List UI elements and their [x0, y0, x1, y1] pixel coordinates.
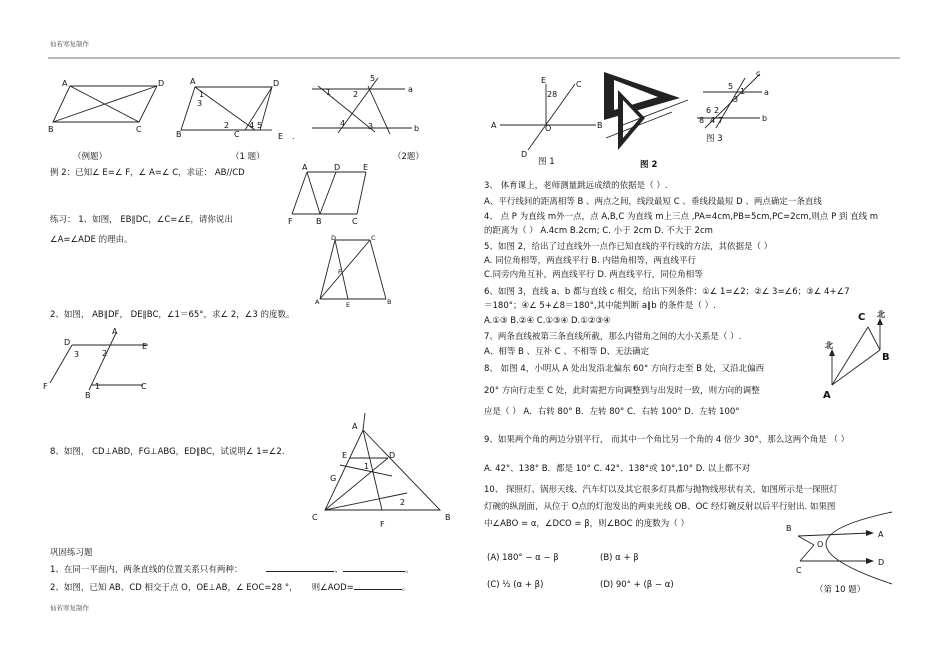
tri-num-1: 1 [364, 462, 370, 471]
consolidation-title: 巩固练习题 [50, 548, 93, 558]
fig3-num-5: 5 [728, 82, 734, 91]
question-9: 9、如果两个角的两边分别平行， 而其中一个角比另一个角的 4 倍少 30°，那么这两个角是 （ ） [484, 435, 850, 445]
fig3-num-2: 2 [714, 106, 720, 115]
q2-num-5: 5 [370, 74, 376, 83]
ex2-label-c: C [352, 217, 358, 226]
question-5: 5、如图 2，给出了过直线外一点作已知直线的平行线的方法，其依据是（ ） [484, 242, 773, 252]
q1-label-d: D [273, 79, 280, 88]
fig4-north-2: 北 [877, 310, 885, 319]
trap-label-b: B [387, 298, 392, 306]
fig3-num-7: 7 [718, 116, 724, 125]
par-num-1: 1 [95, 382, 101, 391]
q1-num-3: 3 [197, 99, 203, 108]
fig1-label-a: A [491, 121, 497, 130]
q2-label-a: a [408, 85, 413, 94]
question-7-options: A、相等 B 、互补 C 、不相等 D、无法确定 [484, 347, 650, 357]
option-c: (C) ½ (α + β) [487, 580, 544, 590]
caption-example: （例题） [73, 152, 108, 162]
question-6-options: A.①③ B.②④ C.①③④ D.①②③④ [484, 316, 611, 326]
question-9-options: A. 42°、138° B．都是 10° C. 42°、138°或 10°,10° D. 以上都不对 [484, 464, 751, 474]
fig1-label-c: C [576, 80, 582, 89]
header-watermark: 仙若寒复制作 [50, 40, 89, 48]
trap-label-e: E [346, 301, 351, 309]
question-8-line-2: 20° 方向行走至 C 处，此时需把方向调整到与出发时一致，则方向的调整 [484, 386, 760, 396]
ex2-label-d: D [334, 163, 341, 172]
fig1-label-b: B [597, 121, 603, 130]
trap-label-a: A [315, 298, 320, 306]
par-label-e: E [142, 342, 148, 351]
question-10-line-3: 中∠ABO = α，∠DCO = β，则∠BOC 的度数为（ ） [484, 519, 690, 529]
tri-label-e: E [342, 451, 348, 460]
q2-num-2: 2 [353, 90, 359, 99]
tri-label-c: C [312, 513, 318, 522]
par-label-a: A [112, 327, 118, 336]
question-10-line-2: 灯碗的纵剖面，从位于 O点的灯泡发出的两束光线 OB、OC 经灯碗反射以后平行射出. 如果图 [484, 502, 836, 512]
tri-label-d: D [389, 451, 396, 460]
consolidation-2-text: 2、如图，已知 AB、CD 相交于点 O，OE⊥AB，∠ EOC=28 °， [50, 583, 298, 593]
fig3-num-6: 6 [706, 106, 712, 115]
fig1-label-d: D [521, 150, 528, 159]
q1-num-1: 1 [199, 90, 205, 99]
ex-label-b: B [48, 125, 54, 134]
fig3-num-8: 8 [699, 116, 705, 125]
par-label-c: C [141, 382, 147, 391]
q1-label-e: E [278, 132, 284, 141]
question-3: 3、 体育课上，老师测量跳远成绩的依据是（ ）. [484, 181, 668, 191]
ex2-label-a: A [302, 163, 308, 172]
question-10-line-1: 10、 探照灯、锅形天线、汽车灯以及其它很多灯具都与抛物线形状有关，如图所示是一探照灯 [484, 485, 838, 495]
tri-num-2: 2 [400, 498, 406, 507]
q2-num-4: 4 [340, 119, 346, 128]
tri-label-g: G [330, 474, 337, 483]
par-num-3: 3 [74, 350, 80, 359]
question-8-line-1: 8、 如图 4，小明从 A 处出发沿北偏东 60° 方向行走至 B 处，又沿北偏西 [484, 364, 765, 374]
caption-fig2: 图 2 [640, 160, 658, 170]
question-7: 7、两条直线被第三条直线所截，那么内错角之间的大小关系是（ ）. [484, 332, 742, 342]
caption-fig1: 图 1 [538, 157, 555, 167]
fig3-num-1: 1 [740, 87, 746, 96]
consolidation-2-end: 。 [401, 583, 411, 593]
option-a: (A) 180° − α − β [487, 553, 559, 563]
q1-num-2: 2 [224, 121, 230, 130]
consolidation-1-end: 。 [404, 565, 414, 575]
q2-label-b: b [414, 124, 420, 133]
question-6-line-2: ＝180°；④∠ 5+∠8＝180°,其中能判断 a∥b 的条件是（ ）. [484, 301, 716, 311]
tri-label-f: F [380, 520, 385, 529]
caption-q2: （2题） [393, 152, 424, 162]
q1-label-b: B [176, 130, 182, 139]
practice-1-line-2: ∠A=∠ADE 的理由。 [50, 235, 133, 245]
practice-8-text: 8、如图， CD⊥ABD，FG⊥ABG，ED∥BC，试说明∠ 1=∠2. [50, 447, 285, 457]
practice-1-line-1: 练习： 1、如图， EB∥DC，∠C=∠E，请你说出 [50, 215, 233, 225]
fig10-label-d: D [878, 558, 885, 567]
question-5-options-cd: C.同旁内角互补，两直线平行 D. 两直线平行，同位角相等 [484, 270, 703, 280]
question-8-line-3: 应是（ ） A．右转 80° B．左转 80° C．右转 100° D．左转 100° [484, 407, 740, 417]
fig10-label-o: O [817, 540, 824, 549]
option-d: (D) 90° + (β − α) [600, 580, 674, 590]
fig10-label-c: C [796, 566, 802, 575]
q1-dot: . [292, 132, 295, 141]
question-4-line-1: 4、 点 P 为直线 m外一点，点 A,B,C 为直线 m上三点 ,PA=4cm,PB=5cm,PC=2cm,则点 P 到 直线 m [484, 212, 879, 222]
trap-label-f: F [338, 268, 342, 276]
consolidation-1-text: 1、在同一平面内，两条直线的位置关系只有两种： [50, 565, 243, 575]
practice-2-text: 2、如图， AB∥DF， DE∥BC，∠1＝65°，求∠ 2，∠3 的度数。 [50, 310, 295, 320]
fig4-north-1: 北 [825, 341, 833, 350]
par-label-d: D [64, 338, 71, 347]
ex-label-a: A [62, 79, 68, 88]
ex-label-d: D [158, 79, 165, 88]
ex2-label-b: B [316, 217, 322, 226]
question-3-options: A、平行线间的距离相等 B 、两点之间，线段最短 C 、垂线段最短 D 、两点确定一条直线 [484, 197, 822, 207]
fig4-label-b: B [882, 352, 890, 363]
fig10-label-a: A [878, 530, 884, 539]
fig3-num-3: 3 [733, 95, 739, 104]
fig1-label-e: E [541, 76, 547, 85]
trap-label-d: D [331, 234, 337, 242]
ex2-label-e: E [363, 163, 369, 172]
fig4-label-c: C [858, 312, 866, 323]
tri-label-a: A [352, 422, 358, 431]
ex2-label-f: F [288, 217, 293, 226]
caption-fig3: 图 3 [706, 134, 723, 144]
question-5-options-ab: A. 同位角相等，两直线平行 B. 内错角相等，两直线平行 [484, 256, 697, 266]
question-4-line-2: 的距离为（ ） A.4cm B.2cm; C. 小于 2cm D. 不大于 2cm [484, 226, 713, 236]
par-label-f: F [43, 382, 48, 391]
question-6-line-1: 6、如图 3，直线 a、b 都与直线 c 相交，给出下列条件：①∠ 1=∠2；②∠ 3=∠6；③∠ 4+∠7 [484, 287, 850, 297]
q1-label-a: A [190, 77, 196, 86]
tri-label-b: B [445, 513, 451, 522]
consolidation-1: 1、在同一平面内，两条直线的位置关系只有两种： 、 。 [50, 565, 414, 575]
fig1-label-o: O [545, 124, 552, 133]
option-b: (B) α + β [600, 553, 639, 563]
fig10-label-b: B [786, 524, 792, 533]
footer-watermark: 仙若寒复制作 [50, 604, 89, 612]
q2-num-1: 1 [326, 88, 332, 97]
fig3-label-c: c [756, 69, 761, 78]
trap-label-c: C [371, 234, 376, 242]
q2-num-3: 3 [368, 122, 374, 131]
q1-num-4: 4 [249, 121, 255, 130]
fig4-label-a: A [823, 390, 831, 401]
caption-fig10: （第 10 题） [815, 585, 866, 595]
consolidation-2-mid: 则∠AOD= [311, 583, 354, 593]
par-num-2: 2 [102, 349, 108, 358]
example-2-text: 例 2：已知∠ E=∠ F，∠ A=∠ C，求证： AB//CD [50, 168, 245, 178]
fig3-label-b: b [762, 114, 768, 123]
q1-num-5: 5 [257, 121, 263, 130]
fig3-num-4: 4 [710, 116, 716, 125]
ex-label-c: C [136, 125, 142, 134]
fig1-angle-28: 28 [547, 90, 558, 99]
fig3-label-a: a [764, 88, 769, 97]
par-label-b: B [85, 391, 91, 400]
q1-label-c: C [234, 130, 240, 139]
caption-q1: （1 题） [231, 152, 265, 162]
